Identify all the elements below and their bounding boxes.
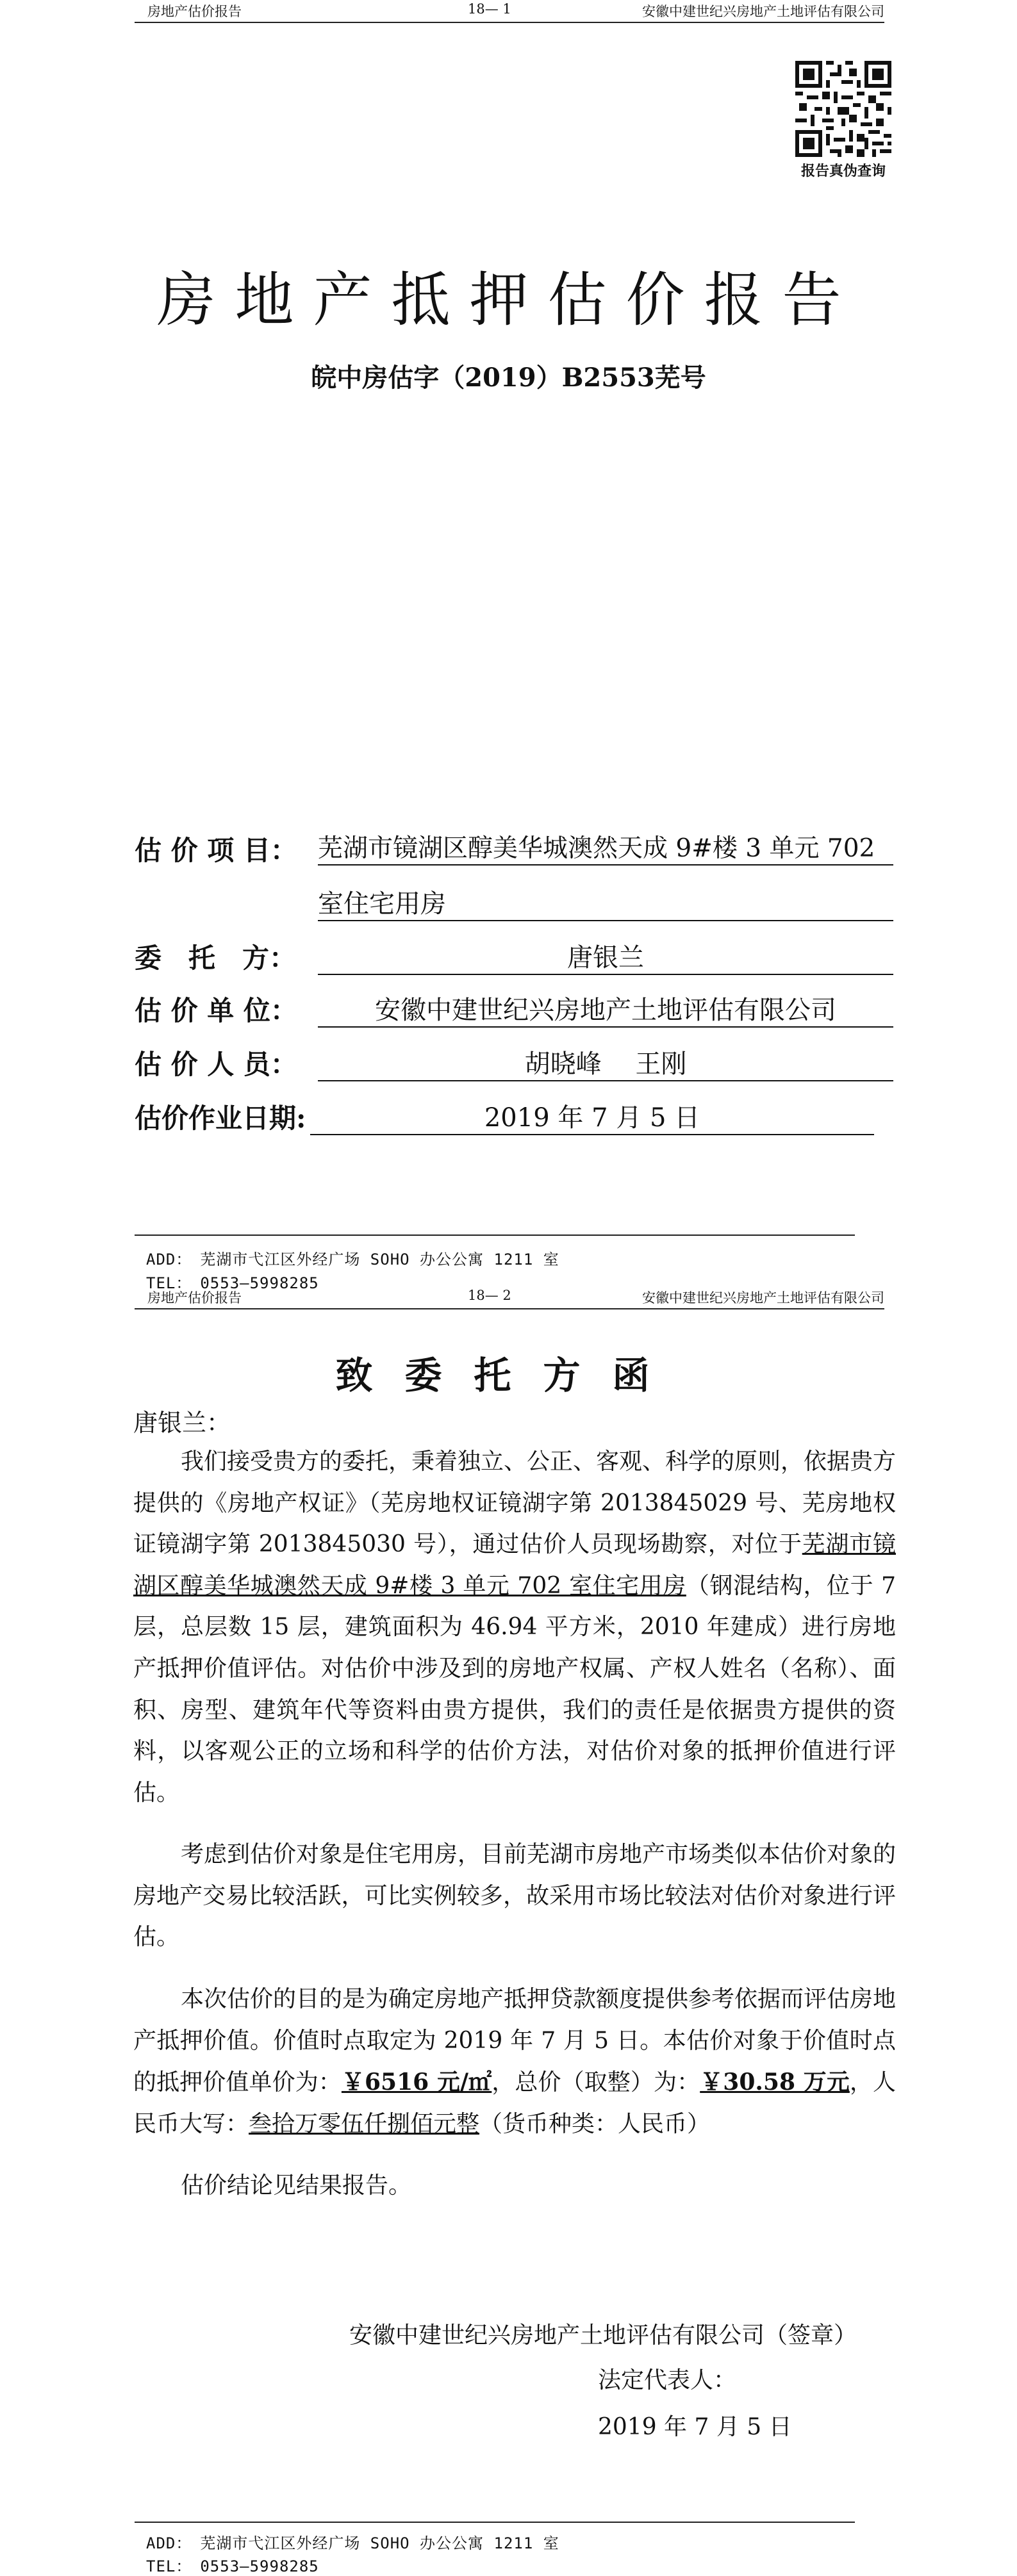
- paragraph-text: ，总价（取整）为：: [492, 2069, 700, 2096]
- paragraph-text: 估价结论见结果报告。: [181, 2172, 412, 2199]
- property-address: 芜湖市镜湖区醇美华城澳然天成 9#楼 3 单元 702 室住宅用房: [133, 1531, 896, 1599]
- appraiser-unit-value: 安徽中建世纪兴房地产土地评估有限公司: [318, 990, 893, 1028]
- header-company: 安徽中建世纪兴房地产土地评估有限公司: [642, 4, 884, 19]
- header-doc-type: 房地产估价报告: [147, 1290, 242, 1306]
- header-page-number: 18— 2: [468, 1288, 511, 1303]
- work-date-label: 估价作业日期:: [135, 1103, 306, 1134]
- letter-salutation: 唐银兰：: [133, 1409, 231, 1437]
- paragraph-text: 考虑到估价对象是住宅用房，目前芜湖市房地产市场类似本估价对象的房地产交易比较活跃，可比实例较多，故采用市场比较法对估价对象进行评估。: [133, 1841, 897, 1951]
- letter-paragraph-1: [133, 1441, 896, 1814]
- signature-legal-rep: 法定代表人：: [598, 2367, 737, 2393]
- footer-rule: [135, 1235, 855, 1236]
- footer-address: ADD： 芜湖市弋江区外经广场 SOHO 办公公寓 1211 室: [146, 1251, 559, 1268]
- report-number: 皖中房估字（2019）B2553芜号: [311, 363, 706, 393]
- paragraph-text: 本次估价的目的是为确定房地产抵押贷款额度提供参考依据而评估房地产抵押价值。价值时点取定为 2019 年 7 月 5 日。本估价对象于价值时点的抵押价值单价为：: [133, 1986, 897, 2096]
- work-date-value: 2019 年 7 月 5 日: [310, 1097, 874, 1135]
- header-company: 安徽中建世纪兴房地产土地评估有限公司: [642, 1290, 884, 1306]
- appraiser-persons-value: 胡晓峰 王刚: [318, 1044, 893, 1081]
- total-price: ￥30.58 万元: [700, 2069, 850, 2096]
- project-label: 估 价 项 目：: [135, 835, 297, 866]
- signature-company: 安徽中建世纪兴房地产土地评估有限公司（签章）: [349, 2322, 857, 2349]
- unit-price: ￥6516 元/㎡: [341, 2069, 492, 2096]
- paragraph-text: （货币种类：人民币）: [479, 2110, 711, 2137]
- qr-code-icon: [795, 61, 891, 157]
- letter-paragraph-3: [133, 1979, 896, 2145]
- paragraph-text: （钢混结构，位于 7 层，总层数 15 层，建筑面积为 46.94 平方米，2010 年建成）进行房地产抵押价值评估。对估价中涉及到的房地产权属、产权人姓名（名称）、面积、房型、建筑年代等资料由贵方提供，我们的责任是依据贵方提供的资料，以客观公正的立场和科学的估价方法，对估价对象的抵押价值进行评估。: [133, 1572, 896, 1806]
- client-value: 唐银兰: [318, 937, 893, 975]
- footer-phone: TEL： 0553—5998285: [146, 1274, 319, 1292]
- letter-paragraph-2: [133, 1834, 896, 1958]
- footer-phone: TEL： 0553—5998285: [146, 2557, 319, 2575]
- letter-paragraph-4: [133, 2165, 896, 2207]
- project-value-line1: 芜湖市镜湖区醇美华城澳然天成 9#楼 3 单元 702: [318, 828, 893, 866]
- header-page-number: 18— 1: [468, 1, 511, 17]
- total-price-uppercase: 叁拾万零伍仟捌佰元整: [249, 2110, 480, 2137]
- signature-date: 2019 年 7 月 5 日: [598, 2414, 792, 2440]
- client-label: 委 托 方：: [135, 942, 297, 974]
- footer-address: ADD： 芜湖市弋江区外经广场 SOHO 办公公寓 1211 室: [146, 2534, 559, 2552]
- page-header: [135, 0, 884, 23]
- appraiser-unit-label: 估 价 单 位：: [135, 995, 297, 1026]
- project-value-line2: 室住宅用房: [318, 883, 893, 921]
- header-doc-type: 房地产估价报告: [147, 4, 242, 19]
- page-header: [135, 1286, 884, 1309]
- appraiser-persons-label: 估 价 人 员：: [135, 1049, 297, 1080]
- report-title: 房地产抵押估价报告: [156, 266, 861, 334]
- qr-label: 报告真伪查询: [800, 163, 886, 179]
- paragraph-text: ，人民币大写：: [133, 2069, 896, 2137]
- paragraph-text: 我们接受贵方的委托，秉着独立、公正、客观、科学的原则，依据贵方提供的《房地产权证》（芜房地权证镜湖字第 2013845029 号、芜房地权证镜湖字第 2013845030 号），通过估价人员现场勘察，对位于: [133, 1448, 897, 1558]
- letter-title: 致委托方函: [335, 1354, 682, 1397]
- footer-rule: [135, 2522, 855, 2523]
